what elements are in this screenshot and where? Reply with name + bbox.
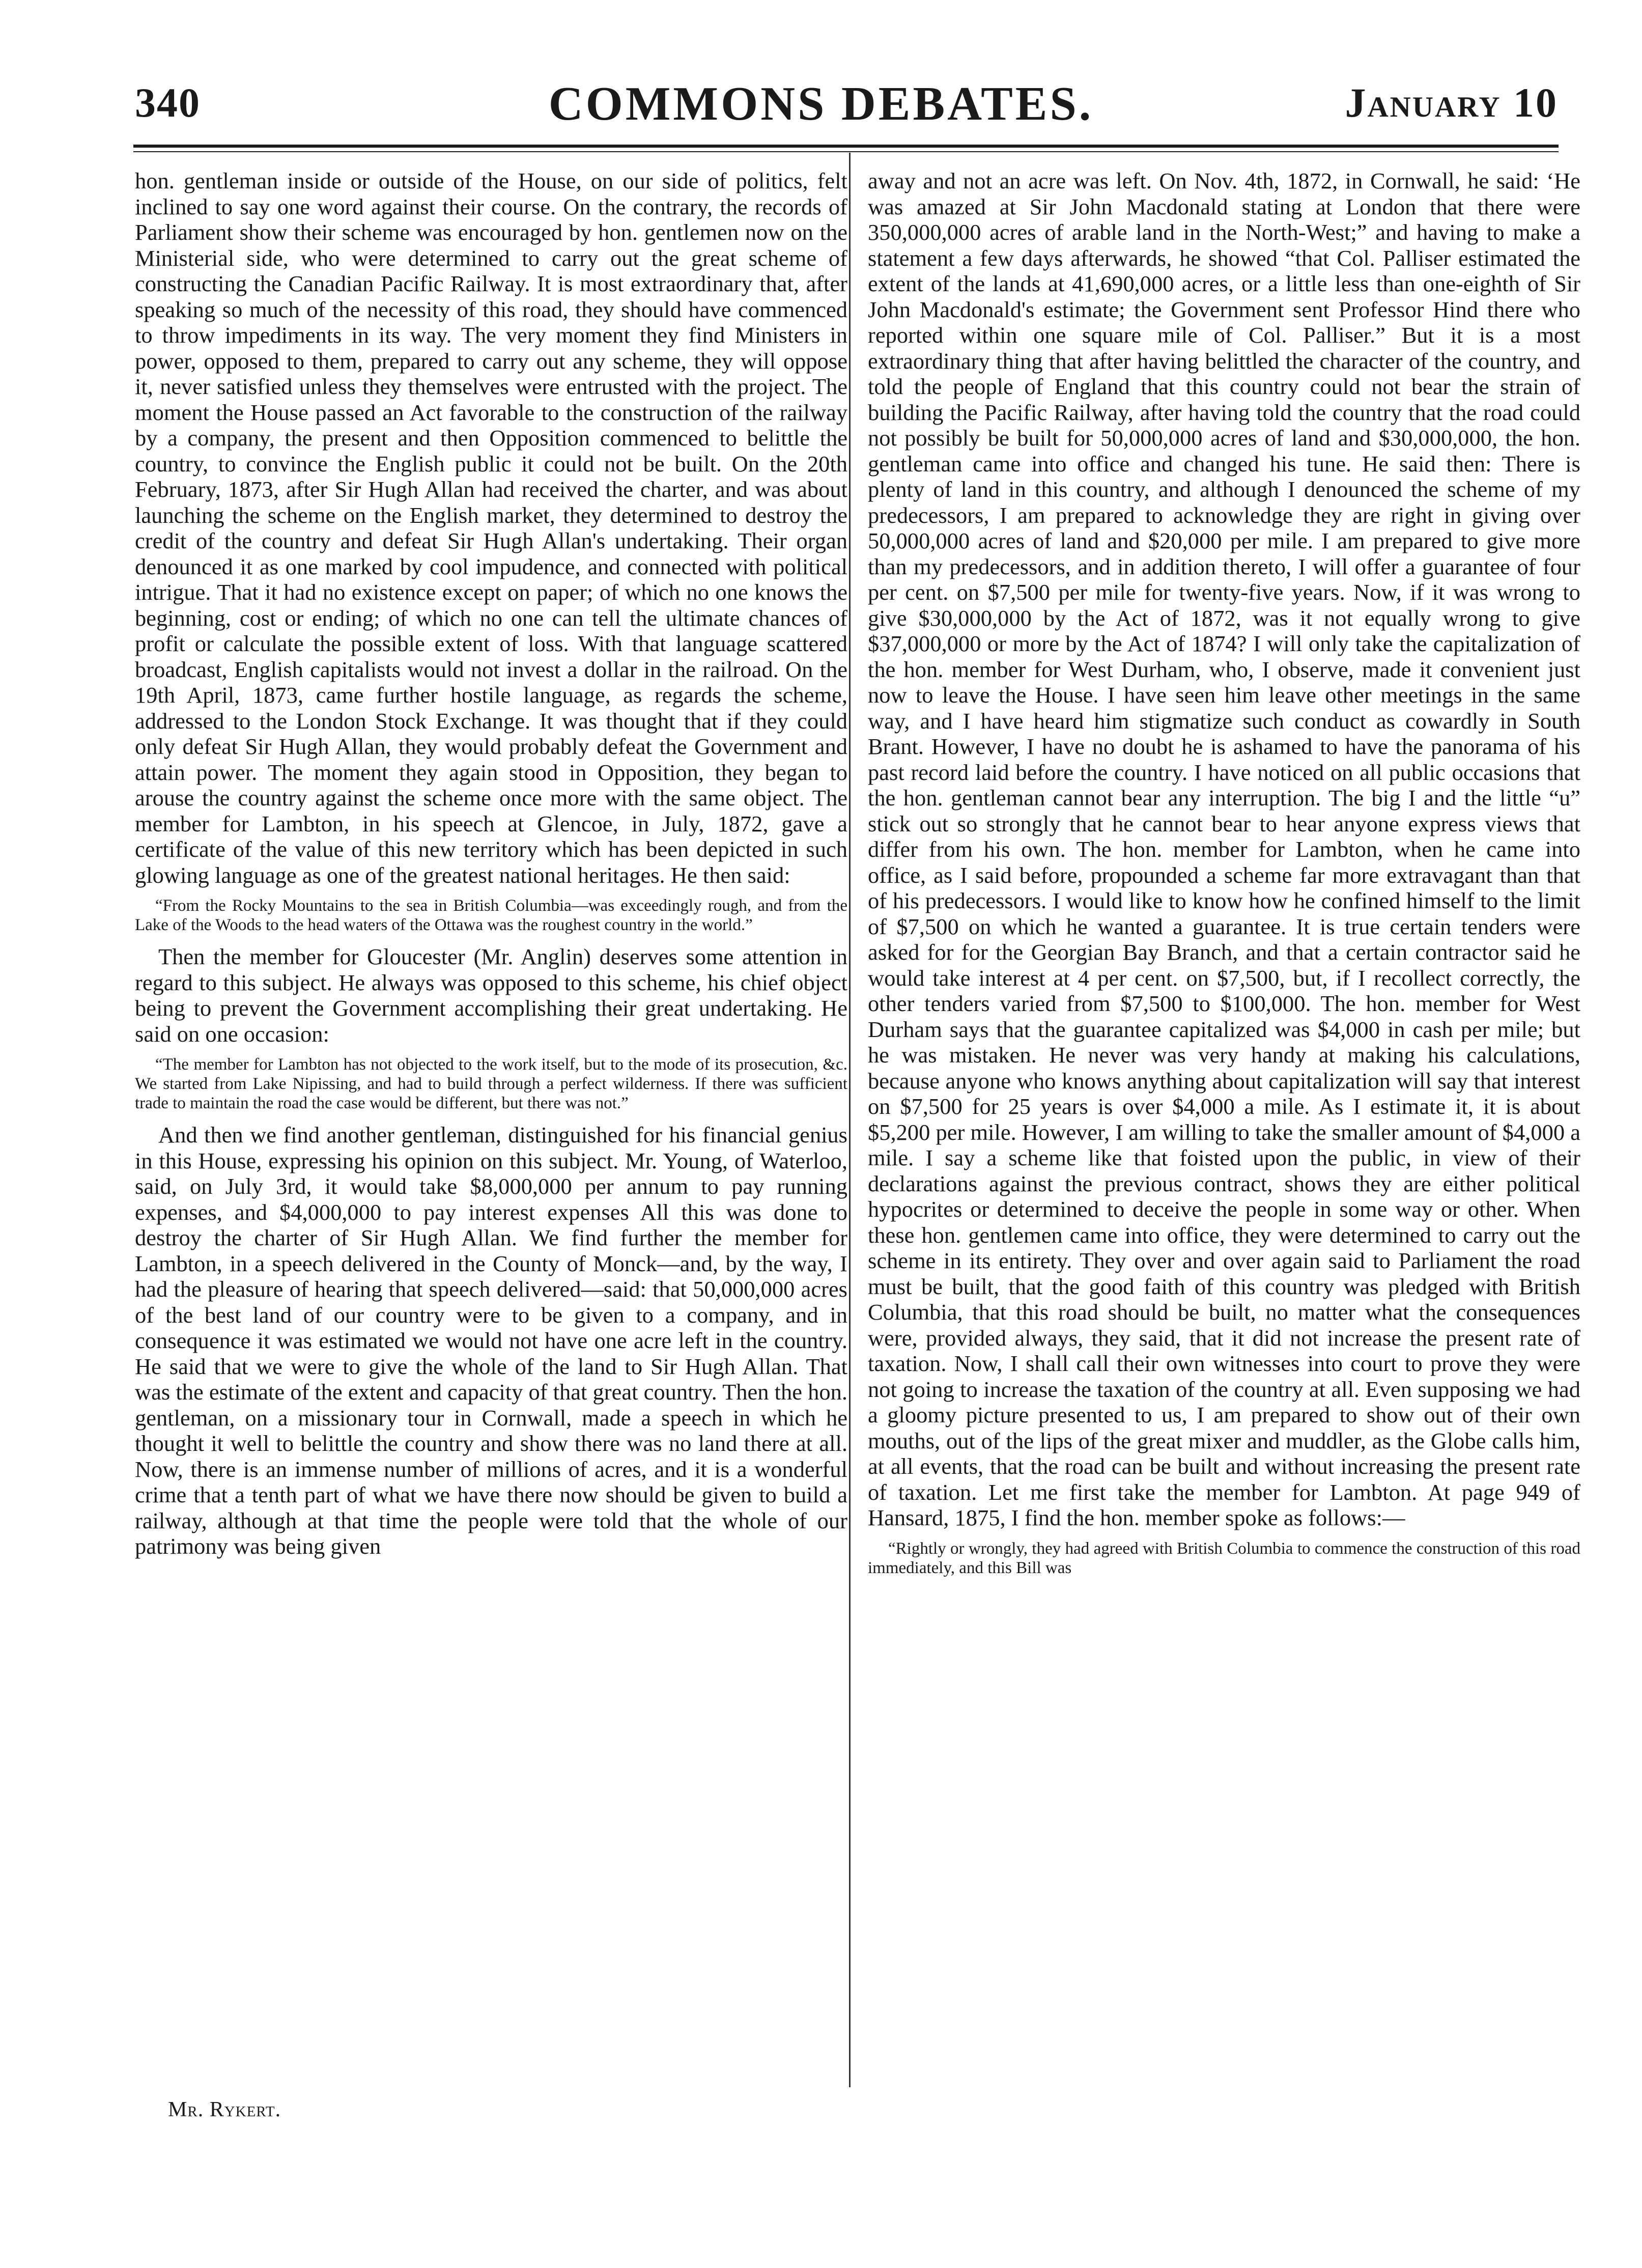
left-paragraph-3: And then we find another gentleman, distinguished for his financial genius in this House, expressing his opinion on this subject. Mr. Young, of Waterloo, said, on July 3rd, it would take $8,000,000 per annum to pay running expenses, and $4,000,000 to pay interest expenses All this was done to destroy the charter of Sir Hugh Allan. We find further the member for Lambton, in a speech delivered in the County of Monck—and, by the way, I had the pleasure of hearing that speech delivered—said: that 50,000,000 acres of the best land of our country were to be given to a company, and in consequence it was estimated we would not have one acre left in the country. He said that we were to give the whole of the land to Sir Hugh Allan. That was the estimate of the extent and capacity of that great country. Then the hon. gentleman, on a missionary tour in Cornwall, made a speech in which he thought it well to belittle the country and show there was no land there at all. Now, there is an immense number of millions of acres, and it is a wonderful crime that a tenth part of what we have there now should be given to build a railway, although at that time the people were told that the whole of our patrimony was being given bbox=[135, 1122, 848, 1559]
page-header bbox=[0, 0, 1642, 153]
right-quote-1: “Rightly or wrongly, they had agreed with British Columbia to commence the construction of this road immediately, and this Bill was bbox=[868, 1539, 1580, 1577]
left-paragraph-2: Then the member for Gloucester (Mr. Anglin) deserves some attention in regard to this subject. He always was opposed to this scheme, his chief object being to prevent the Government accomplishing their great undertaking. He said on one occasion: bbox=[135, 944, 847, 1047]
left-quote-1: “From the Rocky Mountains to the sea in British Columbia—was exceedingly rough, and from the Lake of the Woods to the head waters of the Ottawa was the roughest country in the world.” bbox=[135, 897, 847, 934]
column-divider bbox=[849, 153, 851, 2087]
header-date: January 10 bbox=[1345, 79, 1558, 126]
journal-title: COMMONS DEBATES. bbox=[548, 77, 1094, 130]
left-paragraph-1: hon. gentleman inside or outside of the House, on our side of politics, felt inclined to say one word against their course. On the contrary, the records of Parliament show their scheme was encouraged by hon. gentlemen now on the Ministerial side, who were determined to carry out the great scheme of constructing the Canadian Pacific Railway. It is most extraordinary that, after speaking so much of the necessity of this road, they should have commenced to throw impediments in its way. The very moment they find Ministers in power, opposed to them, prepared to carry out any scheme, they will oppose it, never satisfied unless they themselves were entrusted with the project. The moment the House passed an Act favorable to the construction of the railway by a company, the present and then Opposition commenced to belittle the country, to convince the English public it could not be built. On the 20th February, 1873, after Sir Hugh Allan had received the charter, and was about launching the scheme on the English market, they determined to destroy the credit of the country and defeat Sir Hugh Allan's undertaking. Their organ denounced it as one marked by cool impudence, and connected with political intrigue. That it had no existence except on paper; of which no one knows the beginning, cost or ending; of which no one can tell the ultimate chances of profit or calculate the possible extent of loss. With that language scattered broadcast, English capitalists would not invest a dollar in the railroad. On the 19th April, 1873, came further hostile language, as regards the scheme, addressed to the London Stock Exchange. It was thought that if they could only defeat Sir Hugh Allan, they would probably defeat the Government and attain power. The moment they again stood in Opposition, they began to arouse the country against the scheme once more with the same object. The member for Lambton, in his speech at Glencoe, in July, 1872, gave a certificate of the value of this new territory which has been depicted in such glowing language as one of the greatest national heritages. He then said: bbox=[135, 168, 847, 888]
right-column bbox=[868, 168, 1580, 1587]
page-number: 340 bbox=[135, 79, 201, 126]
header-rule-thin bbox=[133, 151, 1559, 152]
header-rule bbox=[133, 145, 1559, 148]
left-quote-2: “The member for Lambton has not objected to the work itself, but to the mode of its prosecution, &c. We started from Lake Nipissing, and had to build through a perfect wilderness. If there was sufficient trade to maintain the road the case would be different, but there was not.” bbox=[135, 1055, 847, 1112]
speaker-footer: Mr. Rykert. bbox=[168, 2098, 281, 2121]
right-paragraph-1: away and not an acre was left. On Nov. 4th, 1872, in Cornwall, he said: ‘He was amazed at Sir John Macdonald stating at London that there were 350,000,000 acres of arable land in the North-West;” and having to make a statement a few days afterwards, he showed “that Col. Palliser estimated the extent of the lands at 41,690,000 acres, or a little less than one-eighth of Sir John Macdonald's estimate; the Government sent Professor Hind there who reported within one square mile of Col. Palliser.” But it is a most extraordinary thing that after having belittled the character of the country, and told the people of England that this country could not bear the strain of building the Pacific Railway, after having told the country that the road could not possibly be built for 50,000,000 acres of land and $30,000,000, the hon. gentleman came into office and changed his tune. He said then: There is plenty of land in this country, and although I denounced the scheme of my predecessors, I am prepared to acknowledge they are right in giving over 50,000,000 acres of land and $20,000 per mile. I am prepared to give more than my predecessors, and in addition thereto, I will offer a guarantee of four per cent. on $7,500 per mile for twenty-five years. Now, if it was wrong to give $30,000,000 by the Act of 1872, was it not equally wrong to give $37,000,000 or more by the Act of 1874? I will only take the capitalization of the hon. member for West Durham, who, I observe, made it convenient just now to leave the House. I have seen him leave other meetings in the same way, and I have heard him stigmatize such conduct as cowardly in South Brant. However, I have no doubt he is ashamed to have the panorama of his past record laid before the country. I have noticed on all public occasions that the hon. gentleman cannot bear any interruption. The big I and the little “u” stick out so strongly that he cannot bear to hear anyone express views that differ from his own. The hon. member for Lambton, when he came into office, as I said before, propounded a scheme far more extravagant than that of his predecessors. I would like to know how he confined himself to the limit of $7,500 on which he wanted a guarantee. It is true certain tenders were asked for for the Georgian Bay Branch, and that a certain contractor said he would take interest at 4 per cent. on $7,500, but, if I recollect correctly, the other tenders varied from $7,500 to $100,000. The hon. member for West Durham says that the guarantee capitalized was $4,000 in cash per mile; but he was mistaken. He never was very handy at making his calculations, because anyone who knows anything about capitalization will say that interest on $7,500 for 25 years is over $4,000 a mile. As I estimate it, it is about $5,200 per mile. However, I am willing to take the smaller amount of $4,000 a mile. I say a scheme like that foisted upon the public, in view of their declarations against the previous contract, shows they are either political hypocrites or determined to deceive the people in some way or other. When these hon. gentlemen came into office, they were determined to carry out the scheme in its entirety. They over and over again said to Parliament the road must be built, that the good faith of this country was pledged with British Columbia, that this road should be built, no matter what the consequences were, provided always, they said, that it did not increase the present rate of taxation. Now, I shall call their own witnesses into court to prove they were not going to increase the taxation of the country at all. Even supposing we had a gloomy picture presented to us, I am prepared to show out of their own mouths, out of the lips of the great mixer and muddler, as the Globe calls him, at all events, that the road can be built and without increasing the present rate of taxation. Let me first take the member for Lambton. At page 949 of Hansard, 1875, I find the hon. member spoke as follows:— bbox=[868, 168, 1580, 1530]
left-column bbox=[135, 168, 847, 1559]
